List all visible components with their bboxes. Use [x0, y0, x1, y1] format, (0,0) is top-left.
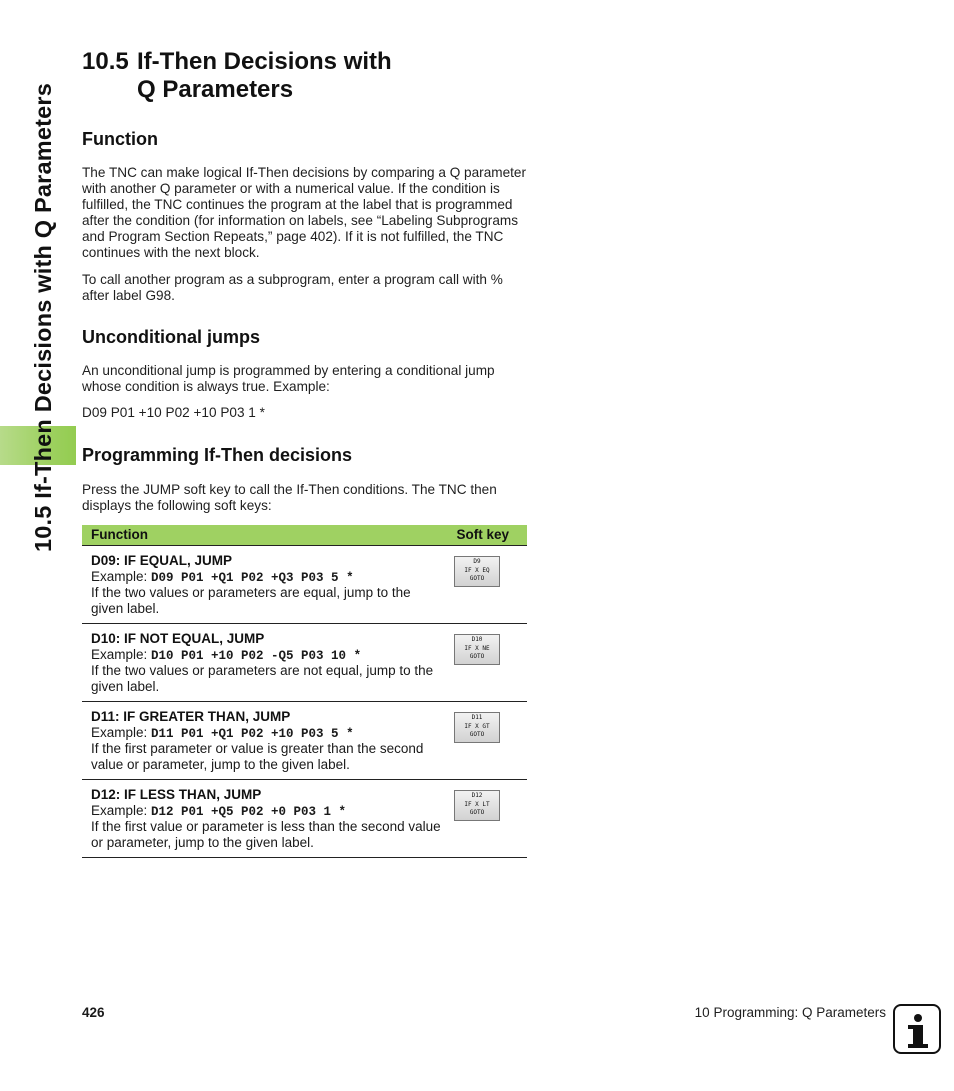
softkey-line-1: D12: [471, 792, 483, 799]
softkey-line-3: GOTO: [469, 575, 485, 582]
softkey-line-1: D11: [471, 714, 483, 721]
softkey-line-2: IF X NE: [464, 644, 490, 652]
example-code: D10 P01 +10 P02 -Q5 P03 10 *: [151, 649, 362, 663]
softkey-line-2: IF X EQ: [464, 566, 490, 574]
softkey-line-3: GOTO: [469, 809, 485, 816]
header-softkey: Soft key: [456, 527, 509, 542]
title-line-1: If-Then Decisions with: [137, 48, 392, 75]
unconditional-paragraph: An unconditional jump is programmed by entering a conditional jump whose condition is always true. Example:: [82, 363, 495, 394]
example-prefix: Example:: [91, 725, 152, 740]
softkey-line-2: IF X LT: [464, 800, 490, 808]
page-title: [82, 48, 542, 104]
footer-chapter: 10 Programming: Q Parameters: [694, 1005, 886, 1020]
programming-paragraph: Press the JUMP soft key to call the If-Then conditions. The TNC then displays the following soft keys:: [82, 482, 497, 513]
example-code: D12 P01 +Q5 P02 +0 P03 1 *: [151, 805, 347, 819]
example-prefix: Example:: [91, 803, 152, 818]
softkey-line-1: D10: [471, 636, 483, 643]
row-example: [91, 803, 346, 820]
row-description: If the first value or parameter is less than the second value or parameter, jump to the given label.: [91, 819, 441, 850]
row-example: [91, 647, 361, 664]
row-title: D11: IF GREATER THAN, JUMP: [91, 709, 291, 724]
example-prefix: Example:: [91, 569, 152, 584]
softkey-line-1: D9: [473, 558, 481, 565]
heading-function: Function: [82, 129, 158, 149]
heading-unconditional-jumps: Unconditional jumps: [82, 327, 260, 347]
softkey-line-2: IF X GT: [464, 722, 490, 730]
function-paragraph-2: To call another program as a subprogram, enter a program call with % after label G98.: [82, 272, 503, 303]
table-row: [82, 624, 527, 702]
softkey-d09-button[interactable]: [454, 556, 500, 587]
softkey-d12-button[interactable]: [454, 790, 500, 821]
row-title: D09: IF EQUAL, JUMP: [91, 553, 233, 568]
function-paragraph-1: The TNC can make logical If-Then decisions by comparing a Q parameter with another Q parameter or with a numerical value. If the condition is fulfilled, the TNC continues the program at the label that is programmed after the condition (for information on labels, see “Labeling Subprograms and Program Section Repeats,” page 402). If it is not fulfilled, the TNC continues with the next block.: [82, 165, 527, 260]
row-example: [91, 725, 354, 742]
heading-programming: Programming If-Then decisions: [82, 445, 353, 465]
softkey-line-3: GOTO: [469, 731, 485, 738]
table-row: [82, 545, 527, 624]
row-description: If the two values or parameters are not equal, jump to the given label.: [91, 663, 434, 694]
softkey-table: [82, 525, 527, 858]
softkey-line-3: GOTO: [469, 653, 485, 660]
softkey-d10-button[interactable]: [454, 634, 500, 665]
example-code: D11 P01 +Q1 P02 +10 P03 5 *: [151, 727, 354, 741]
side-chapter-title: [28, 52, 58, 552]
title-line-2: Q Parameters: [137, 76, 294, 103]
example-code: D09 P01 +Q1 P02 +Q3 P03 5 *: [151, 571, 354, 585]
example-prefix: Example:: [91, 647, 152, 662]
table-row: [82, 702, 527, 780]
unconditional-example: D09 P01 +10 P02 +10 P03 1 *: [82, 405, 265, 420]
softkey-d11-button[interactable]: [454, 712, 500, 743]
row-example: [91, 569, 354, 586]
page-number: 426: [82, 1005, 105, 1020]
table-header: [82, 525, 527, 545]
header-function: Function: [91, 527, 148, 542]
side-chapter-title-text: 10.5 If-Then Decisions with Q Parameters: [30, 82, 56, 552]
row-description: If the two values or parameters are equal, jump to the given label.: [91, 585, 411, 616]
table-row: [82, 780, 527, 858]
row-title: D12: IF LESS THAN, JUMP: [91, 787, 262, 802]
row-title: D10: IF NOT EQUAL, JUMP: [91, 631, 265, 646]
info-icon: [893, 1004, 941, 1054]
section-number: 10.5: [82, 48, 129, 75]
row-description: If the first parameter or value is greater than the second value or parameter, jump to the given label.: [91, 741, 424, 772]
